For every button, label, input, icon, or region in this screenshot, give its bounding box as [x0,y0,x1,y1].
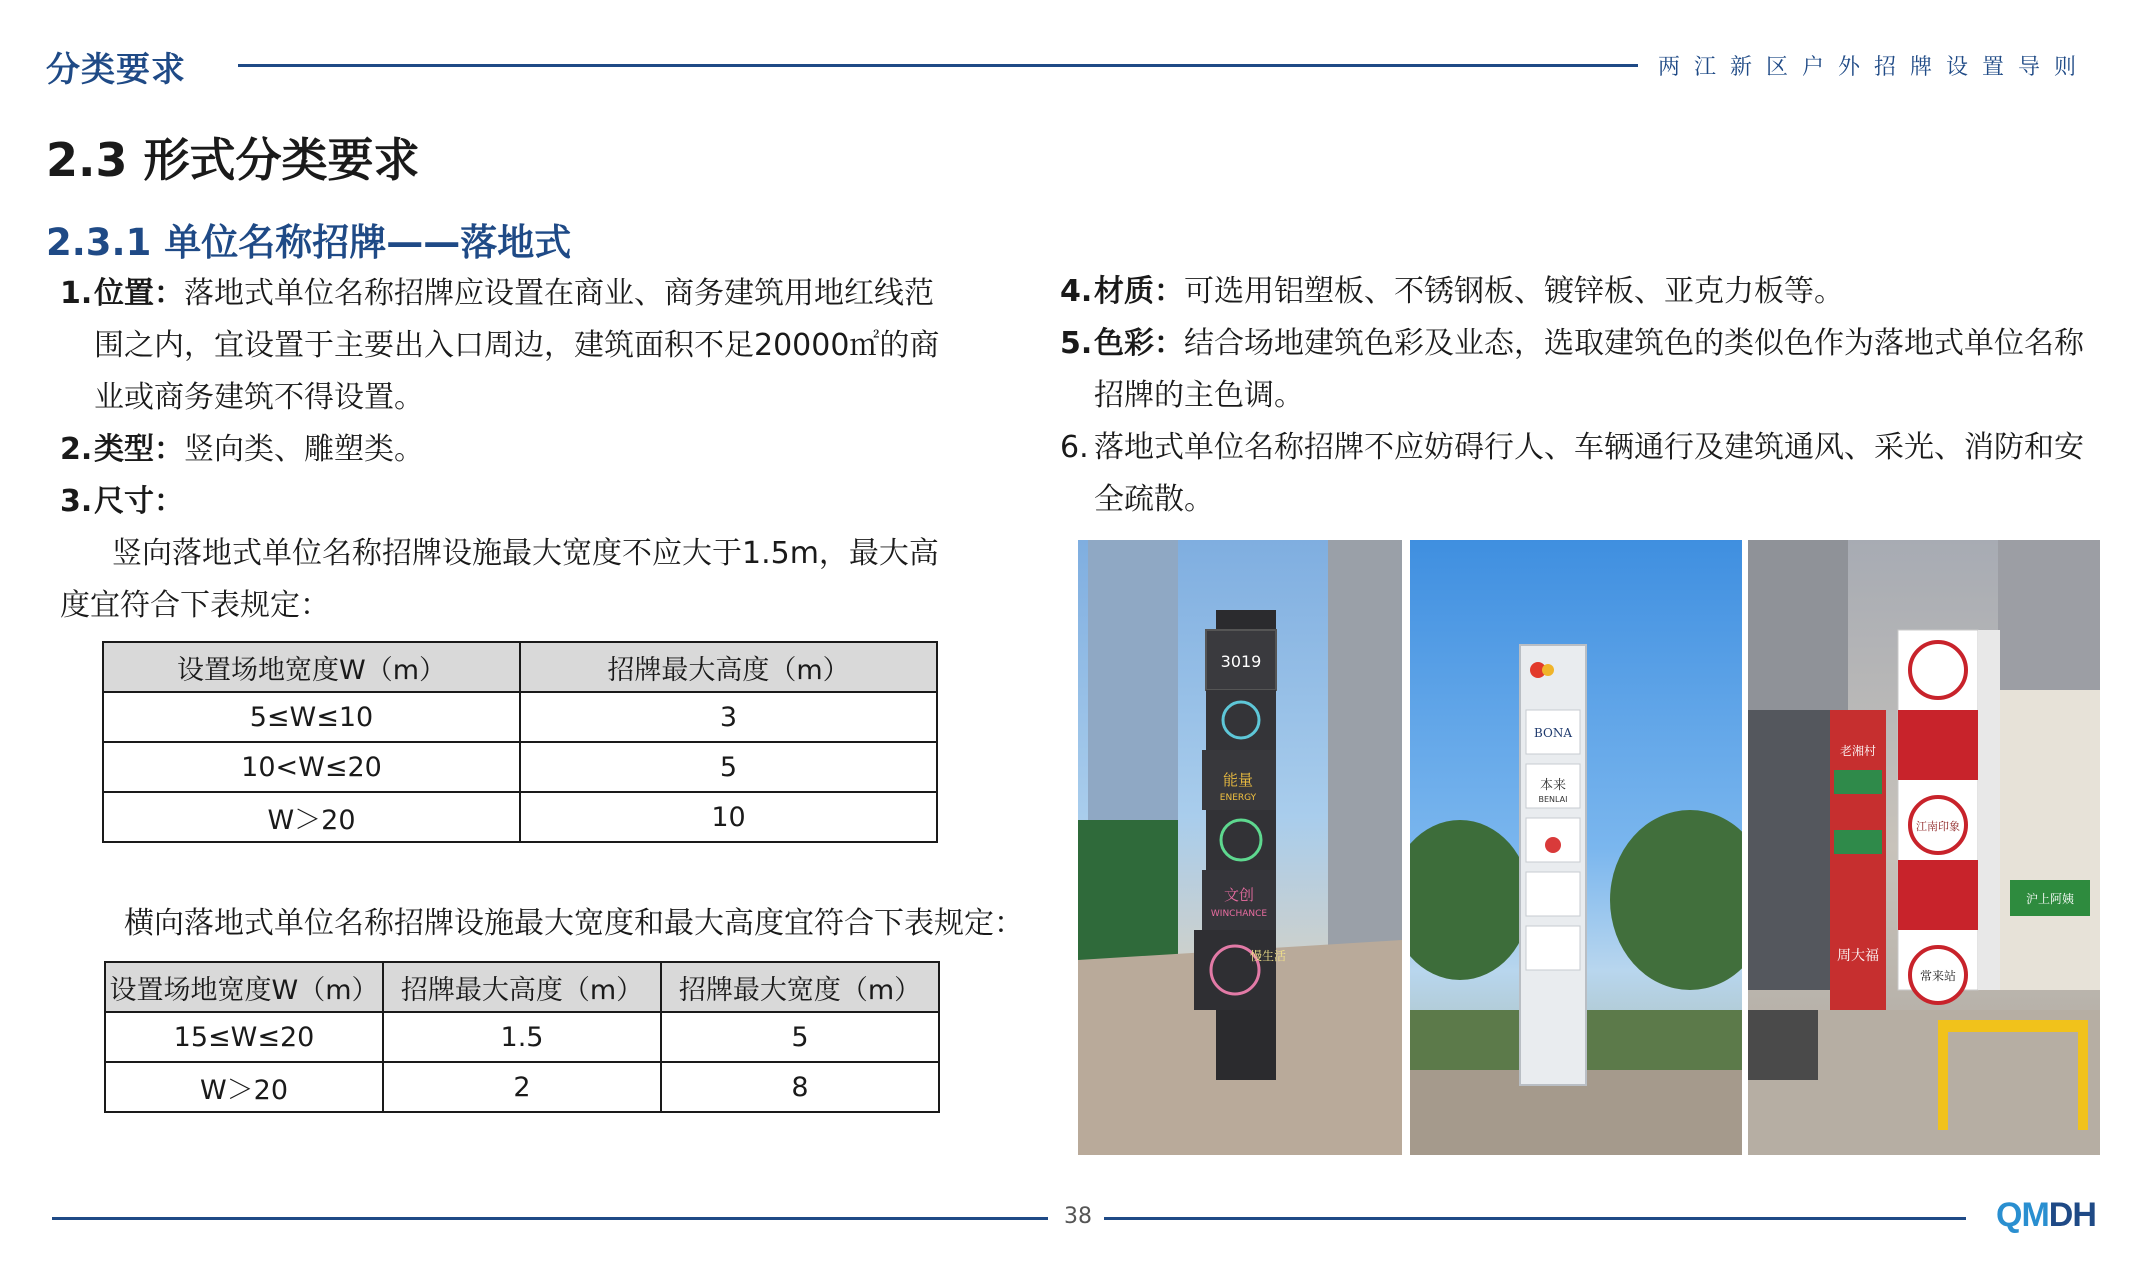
sign-label: ENERGY [1219,793,1257,803]
table-header-row [105,962,939,1012]
table-row [103,692,937,742]
horizontal-note: 横向落地式单位名称招牌设施最大宽度和最大高度宜符合下表规定： [124,906,1024,941]
table-header-cell: 招牌最大高度（m） [520,642,937,692]
sign-label: 沪上阿姨 [2025,892,2075,906]
footer-divider-left [52,1217,1048,1220]
left-column [60,268,940,632]
subsection-title: 2.3.1 单位名称招牌——落地式 [46,221,572,264]
sign-label: 常来站 [1919,969,1957,983]
table-header-cell: 设置场地宽度W（m） [105,962,383,1012]
item-size [60,476,940,528]
table-row [105,1012,939,1062]
item-safety [1060,422,2100,526]
item-type [60,424,940,476]
sign-label: 3019 [1220,652,1262,671]
header-divider [238,64,1638,67]
horizontal-size-table [104,961,940,1113]
section-title: 2.3 形式分类要求 [46,133,420,187]
sign-label: 老湘村 [1839,744,1877,758]
item-label: 色彩： [1094,326,1184,361]
sign-label: 本来 [1539,778,1567,793]
item-color [1060,318,2100,422]
page-number: 38 [1064,1204,1092,1229]
table-header-cell: 设置场地宽度W（m） [103,642,520,692]
item-number: 6. [1060,430,1089,465]
item-text: 可选用铝塑板、不锈钢板、镀锌板、亚克力板等。 [1184,274,1844,309]
table-cell: 5 [520,742,937,792]
item-text: 落地式单位名称招牌不应妨碍行人、车辆通行及建筑通风、采光、消防和安全疏散。 [1094,430,2084,517]
sign-label: 文创 [1223,886,1255,904]
table-header-cell: 招牌最大高度（m） [383,962,661,1012]
item-material [1060,266,2100,318]
table-header-cell: 招牌最大宽度（m） [661,962,939,1012]
photo-column-signs [1748,540,2100,1155]
sign-label: BENLAI [1538,795,1568,804]
table-cell: W＞20 [105,1062,383,1112]
item-label: 位置： [94,276,184,311]
sign-label: 周大福 [1837,948,1879,964]
logo-text-b: DH [2048,1196,2096,1234]
table-cell: W＞20 [103,792,520,842]
qmdh-logo [1996,1196,2096,1235]
table-header-row [103,642,937,692]
item-label: 材质： [1094,274,1184,309]
logo-text-a: QM [1996,1196,2049,1234]
footer-divider-right [1104,1217,1966,1220]
vertical-size-table [102,641,938,843]
table-cell: 5≤W≤10 [103,692,520,742]
item-number: 2. [60,432,93,467]
sign-label: 江南印象 [1916,820,1960,833]
sign-label: 慢生活 [1249,949,1287,963]
table-row [103,792,937,842]
table-cell: 5 [661,1012,939,1062]
item-number: 3. [60,484,93,519]
table-row [105,1062,939,1112]
item-text: 落地式单位名称招牌应设置在商业、商务建筑用地红线范围之内，宜设置于主要出入口周边，建筑面积不足20000㎡的商业或商务建筑不得设置。 [94,276,940,415]
photo-pylon-sign [1410,540,1742,1155]
item-label: 类型： [94,432,184,467]
item-number: 4. [1060,274,1093,309]
item-text: 结合场地建筑色彩及业态，选取建筑色的类似色作为落地式单位名称招牌的主色调。 [1094,326,2084,413]
table-cell: 10<W≤20 [103,742,520,792]
header-title: 分类要求 [46,50,186,90]
item-text: 竖向类、雕塑类。 [184,432,424,467]
sign-label: WINCHANCE [1210,909,1268,919]
table-cell: 10 [520,792,937,842]
table-row [103,742,937,792]
table-cell: 1.5 [383,1012,661,1062]
photo-cube-sign-tower [1078,540,1402,1155]
sign-label: 能量 [1222,771,1254,789]
item-number: 5. [1060,326,1093,361]
right-column [1060,266,2100,526]
item-label: 尺寸： [94,484,184,519]
item-location [60,268,940,424]
sign-label: BONA [1533,726,1573,740]
table-cell: 2 [383,1062,661,1112]
vertical-note: 竖向落地式单位名称招牌设施最大宽度不应大于1.5m，最大高度宜符合下表规定： [60,536,939,623]
table-cell: 15≤W≤20 [105,1012,383,1062]
table-cell: 8 [661,1062,939,1112]
item-number: 1. [60,276,93,311]
table-cell: 3 [520,692,937,742]
document-name: 两江新区户外招牌设置导则 [1658,55,2091,80]
